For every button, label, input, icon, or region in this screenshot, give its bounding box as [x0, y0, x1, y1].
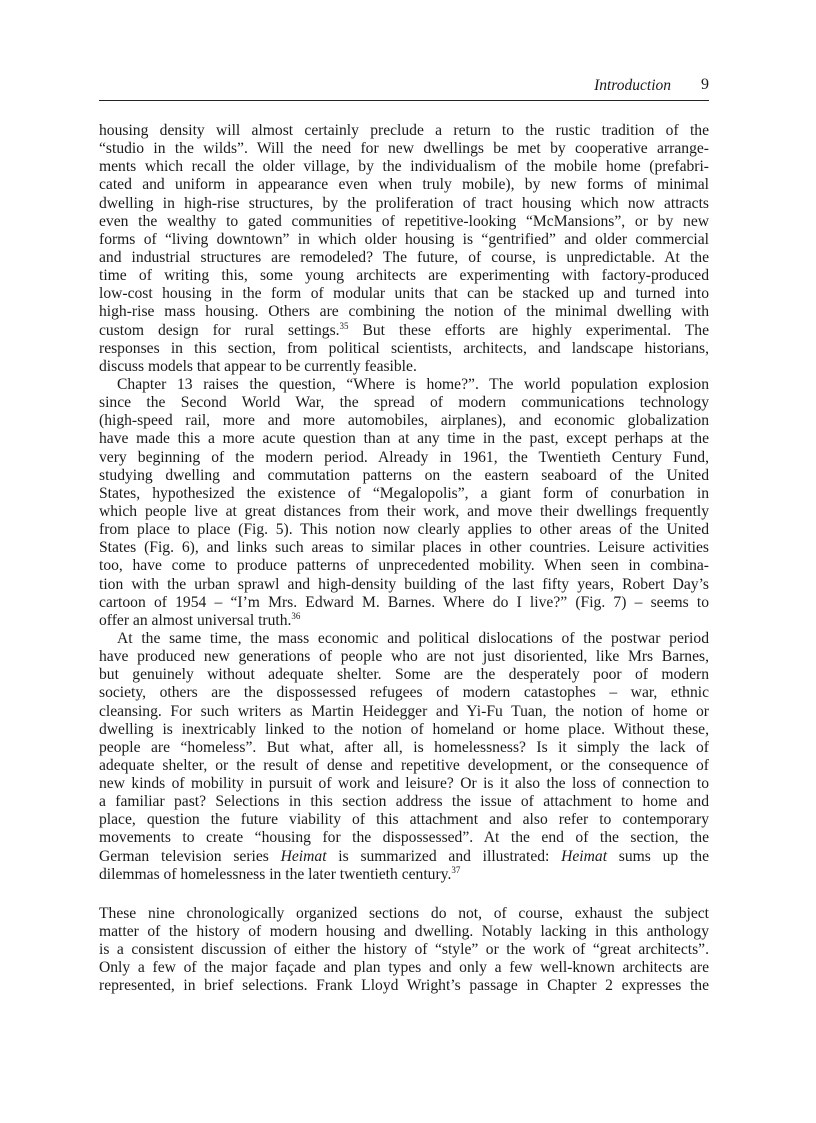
text-line: which people live at great distances from their work, and move their dwellings frequently: [99, 502, 709, 520]
paragraph: [99, 376, 709, 630]
paragraph: [99, 630, 709, 884]
text-line: (high-speed rail, more and more automobiles, airplanes), and economic globalization: [99, 412, 709, 430]
text-line: Only a few of the major façade and plan types and only a few well-known architects are: [99, 959, 709, 977]
text-line: studying dwelling and commutation patterns on the eastern seaboard of the United: [99, 466, 709, 484]
text-line: dwelling in high-rise structures, by the proliferation of tract housing which now attracts: [99, 194, 709, 212]
text-line: “studio in the wilds”. Will the need for new dwellings be met by cooperative arrange-: [99, 140, 709, 158]
text-segment: But these efforts are highly experimental. The: [348, 321, 709, 339]
text-line: States (Fig. 6), and links such areas to similar places in other countries. Leisure activities: [99, 539, 709, 557]
text-line: and industrial structures are remodeled? The future, of course, is unpredictable. At the: [99, 248, 709, 266]
text-line: have produced new generations of people who are not just disoriented, like Mrs Barnes,: [99, 648, 709, 666]
text-line: cartoon of 1954 – “I’m Mrs. Edward M. Barnes. Where do I live?” (Fig. 7) – seems to: [99, 593, 709, 611]
text-line: dwelling is inextricably linked to the notion of homeland or home place. Without these,: [99, 720, 709, 738]
text-line: new kinds of mobility in pursuit of work and leisure? Or is it also the loss of connection to: [99, 775, 709, 793]
text-line: very beginning of the modern period. Already in 1961, the Twentieth Century Fund,: [99, 448, 709, 466]
footnote-ref: 36: [291, 610, 301, 621]
text-line: States, hypothesized the existence of “Megalopolis”, a giant form of conurbation in: [99, 484, 709, 502]
text-line: matter of the history of modern housing and dwelling. Notably lacking in this anthology: [99, 923, 709, 941]
text-line: These nine chronologically organized sections do not, of course, exhaust the subject: [99, 904, 709, 922]
text-line: a familiar past? Selections in this section address the issue of attachment to home and: [99, 793, 709, 811]
text-line: have made this a more acute question than at any time in the past, except perhaps at the: [99, 430, 709, 448]
text-segment: sums up the: [607, 847, 709, 865]
text-line: tion with the urban sprawl and high-density building of the last fifty years, Robert Day’s: [99, 575, 709, 593]
text-line: society, others are the dispossessed refugees of modern catastophes – war, ethnic: [99, 684, 709, 702]
text-line: cated and uniform in appearance even when truly mobile), by new forms of minimal: [99, 176, 709, 194]
running-header: [99, 76, 709, 101]
text-line: responses in this section, from political scientists, architects, and landscape historians,: [99, 339, 709, 357]
text-line: cleansing. For such writers as Martin Heidegger and Yi-Fu Tuan, the notion of home or: [99, 702, 709, 720]
text-line: time of writing this, some young architects are experimenting with factory-produced: [99, 267, 709, 285]
text-line: housing density will almost certainly preclude a return to the rustic tradition of the: [99, 122, 709, 139]
footnote-ref: 35: [339, 320, 349, 331]
text-segment: is summarized and illustrated:: [326, 847, 562, 865]
text-segment: dilemmas of homelessness in the later twentieth century.: [99, 865, 452, 883]
text-line: even the wealthy to gated communities of repetitive-looking “McMansions”, or by new: [99, 212, 709, 230]
text-line: [99, 866, 709, 884]
text-line: from place to place (Fig. 5). This notion now clearly applies to other areas of the United: [99, 521, 709, 539]
text-line: place, question the future viability of this attachment and also refer to contemporary: [99, 811, 709, 829]
paragraph: [99, 122, 709, 376]
text-line: people are “homeless”. But what, after all, is homelessness? Is it simply the lack of: [99, 738, 709, 756]
text-line: adequate shelter, or the result of dense and repetitive development, or the consequence of: [99, 756, 709, 774]
italic-title: Heimat: [280, 847, 327, 865]
text-line: but genuinely without adequate shelter. Some are the desperately poor of modern: [99, 666, 709, 684]
text-line: high-rise mass housing. Others are combining the notion of the minimal dwelling with: [99, 303, 709, 321]
page-number: 9: [701, 76, 709, 93]
paragraph: [99, 905, 709, 996]
text-line: Chapter 13 raises the question, “Where is home?”. The world population explosion: [117, 375, 709, 393]
text-line: discuss models that appear to be currently feasible.: [99, 357, 417, 375]
text-segment: custom design for rural settings.: [99, 321, 340, 339]
text-line: At the same time, the mass economic and political dislocations of the postwar period: [117, 629, 709, 647]
italic-title: Heimat: [561, 847, 608, 865]
text-line: forms of “living downtown” in which older housing is “gentrified” and older commercial: [99, 230, 709, 248]
text-line: movements to create “housing for the dispossessed”. At the end of the section, the: [99, 829, 709, 847]
text-line: represented, in brief selections. Frank Lloyd Wright’s passage in Chapter 2 expresses the: [99, 977, 709, 995]
text-line: [99, 322, 709, 340]
text-segment: offer an almost universal truth.: [99, 611, 292, 629]
text-line: [99, 612, 709, 630]
text-segment: German television series: [99, 847, 281, 865]
text-line: ments which recall the older village, by the individualism of the mobile home (prefabri-: [99, 158, 709, 176]
text-line: is a consistent discussion of either the history of “style” or the work of “great architects”.: [99, 941, 709, 959]
text-line: too, have come to produce patterns of unprecedented mobility. When seen in combina-: [99, 557, 709, 575]
text-line: [99, 848, 709, 866]
body-text: [99, 122, 709, 996]
text-line: low-cost housing in the form of modular units that can be stacked up and turned into: [99, 285, 709, 303]
footnote-ref: 37: [451, 864, 461, 875]
text-line: since the Second World War, the spread of modern communications technology: [99, 394, 709, 412]
running-title: Introduction: [594, 77, 671, 94]
